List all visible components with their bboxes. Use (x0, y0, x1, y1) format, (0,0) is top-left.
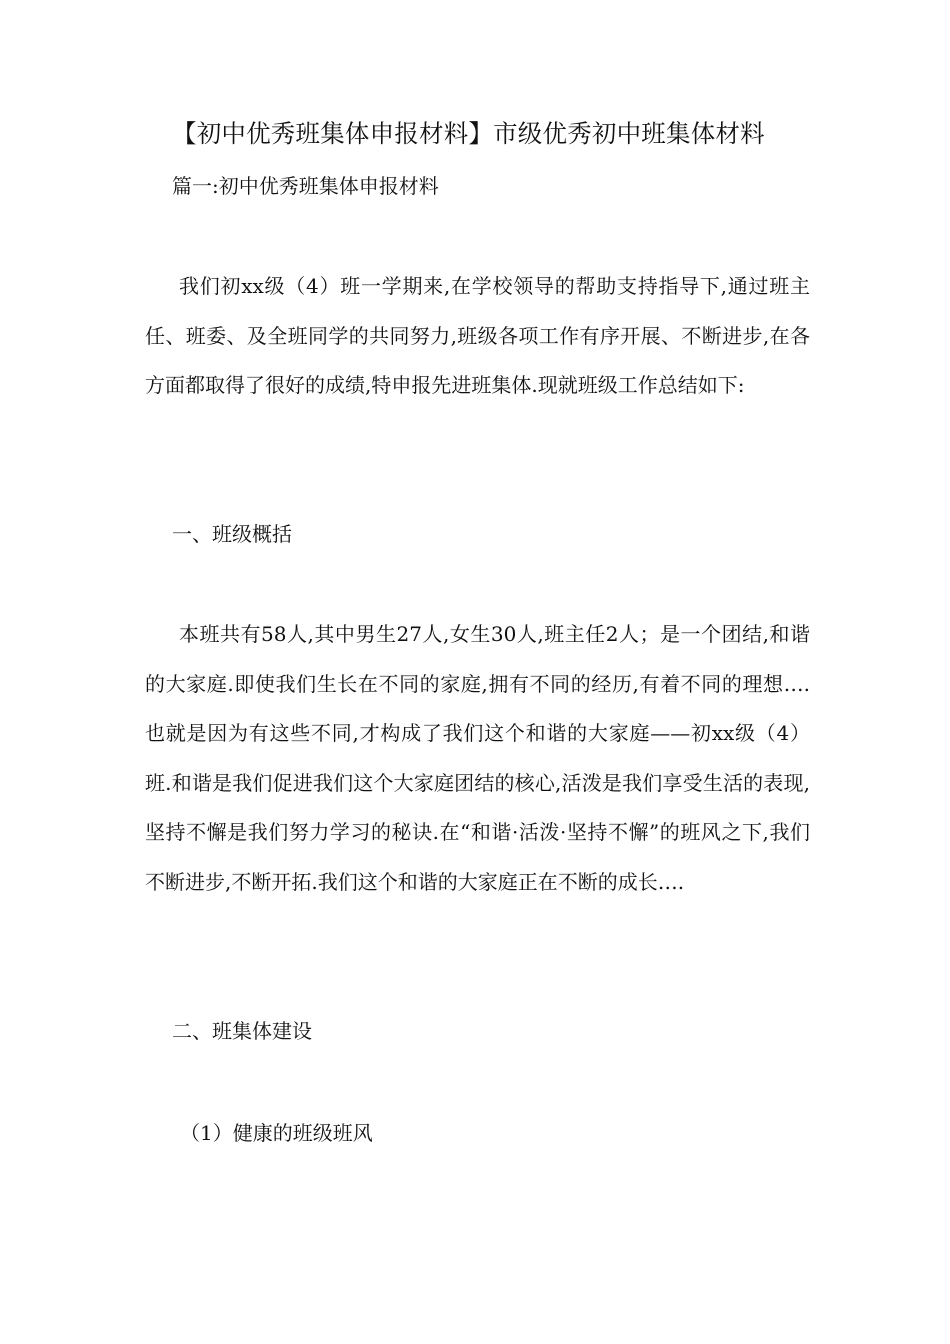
section-heading-class-overview: 一、班级概括 (172, 522, 292, 546)
class-overview-paragraph: 本班共有58人,其中男生27人,女生30人,班主任2人；是一个团结,和谐的大家庭.即使我们生长在不同的家庭,拥有不同的经历,有着不同的理想….也就是因为有这些不同,才构成了我们这个和谐的大家庭——初xx级（4）班.和谐是我们促进我们这个大家庭团结的核心,活泼是我们享受生活的表现,坚持不懈是我们努力学习的秘诀.在“和谐·活泼·坚持不懈”的班风之下,我们不断进步,不断开拓.我们这个和谐的大家庭正在不断的成长…. (145, 622, 810, 894)
intro-paragraph: 我们初xx级（4）班一学期来,在学校领导的帮助支持指导下,通过班主任、班委、及全班同学的共同努力,班级各项工作有序开展、不断进步,在各方面都取得了很好的成绩,特申报先进班集体.现就班级工作总结如下: (145, 274, 810, 397)
document-title: 【初中优秀班集体申报材料】市级优秀初中班集体材料 (172, 119, 765, 148)
section-heading-class-building: 二、班集体建设 (172, 1019, 312, 1043)
subsection-heading-class-spirit: （1）健康的班级班风 (180, 1121, 373, 1145)
document-subtitle: 篇一:初中优秀班集体申报材料 (172, 174, 439, 198)
